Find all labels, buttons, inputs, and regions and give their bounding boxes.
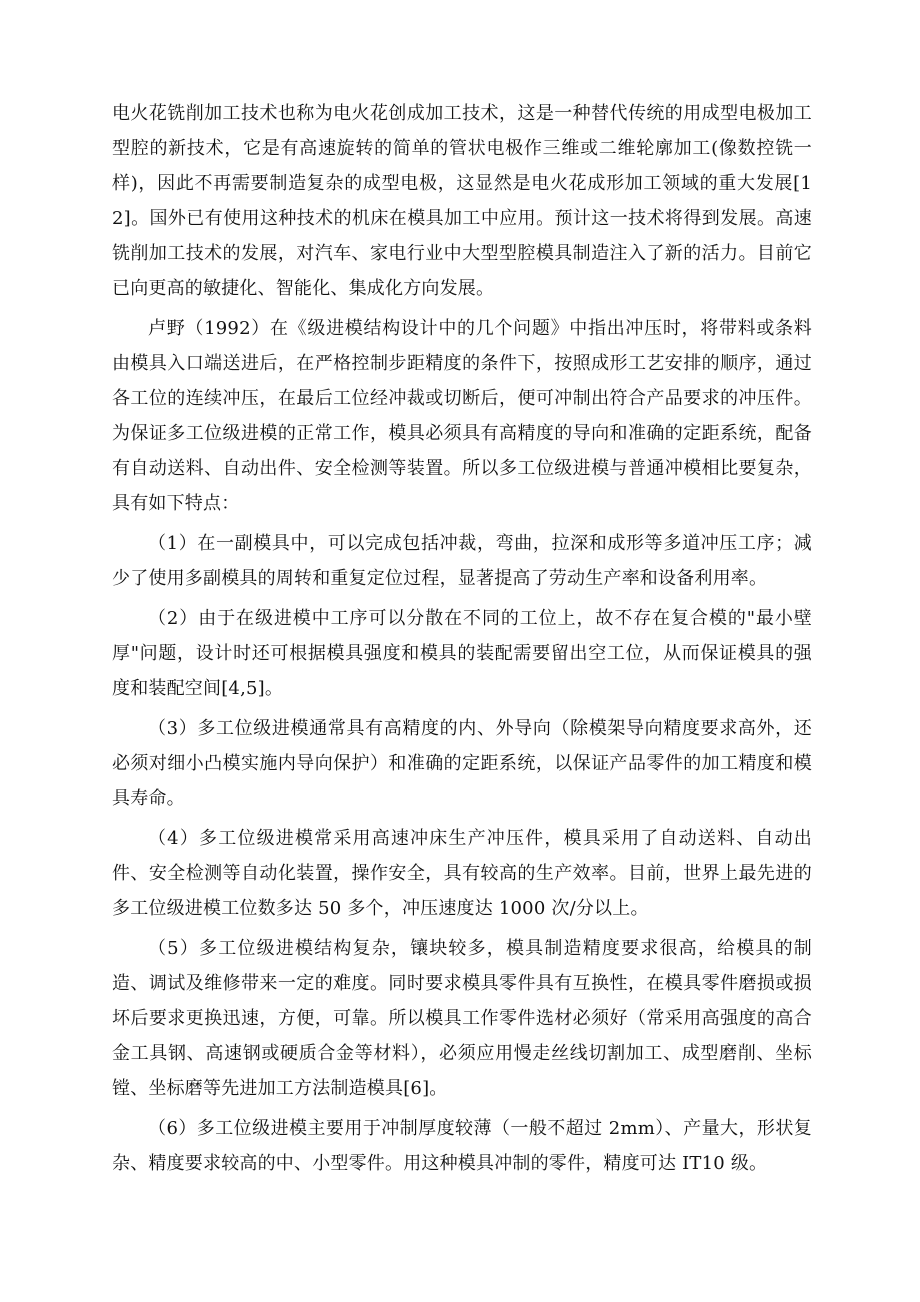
paragraph-feature-4: （4）多工位级进模常采用高速冲床生产冲压件，模具采用了自动送料、自动出件、安全检测等自动化装置，操作安全，具有较高的生产效率。目前，世界上最先进的多工位级进模工位数多达 50 多个，冲压速度达 1000 次/分以上。 — [112, 828, 812, 919]
document-body — [112, 96, 812, 1186]
paragraph-feature-5: （5）多工位级进模结构复杂，镶块较多，模具制造精度要求很高，给模具的制造、调试及维修带来一定的难度。同时要求模具零件具有互换性，在模具零件磨损或损坏后要求更换迅速，方便，可靠。所以模具工作零件选材必须好（常采用高强度的高合金工具钢、高速钢或硬质合金等材料），必须应用慢走丝线切割加工、成型磨削、坐标镗、坐标磨等先进加工方法制造模具[6]。 — [112, 938, 812, 1099]
paragraph-feature-6: （6）多工位级进模主要用于冲制厚度较薄（一般不超过 2mm）、产量大，形状复杂、精度要求较高的中、小型零件。用这种模具冲制的零件，精度可达 IT10 级。 — [112, 1118, 812, 1174]
paragraph-feature-2: （2）由于在级进模中工序可以分散在不同的工位上，故不存在复合模的"最小壁厚"问题，设计时还可根据模具强度和模具的装配需要留出空工位，从而保证模具的强度和装配空间[4,5]。 — [112, 608, 812, 699]
paragraph-feature-3: （3）多工位级进模通常具有高精度的内、外导向（除模架导向精度要求高外，还必须对细小凸模实施内导向保护）和准确的定距系统，以保证产品零件的加工精度和模具寿命。 — [112, 718, 812, 809]
paragraph-edm-milling: 电火花铣削加工技术也称为电火花创成加工技术，这是一种替代传统的用成型电极加工型腔的新技术，它是有高速旋转的简单的管状电极作三维或二维轮廓加工(像数控铣一样)，因此不再需要制造复杂的成型电极，这显然是电火花成形加工领域的重大发展[12]。国外已有使用这种技术的机床在模具加工中应用。预计这一技术将得到发展。高速铣削加工技术的发展，对汽车、家电行业中大型型腔模具制造注入了新的活力。目前它已向更高的敏捷化、智能化、集成化方向发展。 — [112, 103, 812, 299]
paragraph-progressive-die-intro: 卢野（1992）在《级进模结构设计中的几个问题》中指出冲压时，将带料或条料由模具入口端送进后，在严格控制步距精度的条件下，按照成形工艺安排的顺序，通过各工位的连续冲压，在最后工位经冲裁或切断后，便可冲制出符合产品要求的冲压件。为保证多工位级进模的正常工作，模具必须具有高精度的导向和准确的定距系统，配备有自动送料、自动出件、安全检测等装置。所以多工位级进模与普通冲模相比要复杂，具有如下特点： — [112, 318, 812, 514]
paragraph-feature-1: （1）在一副模具中，可以完成包括冲裁，弯曲，拉深和成形等多道冲压工序；减少了使用多副模具的周转和重复定位过程，显著提高了劳动生产率和设备利用率。 — [112, 533, 812, 589]
